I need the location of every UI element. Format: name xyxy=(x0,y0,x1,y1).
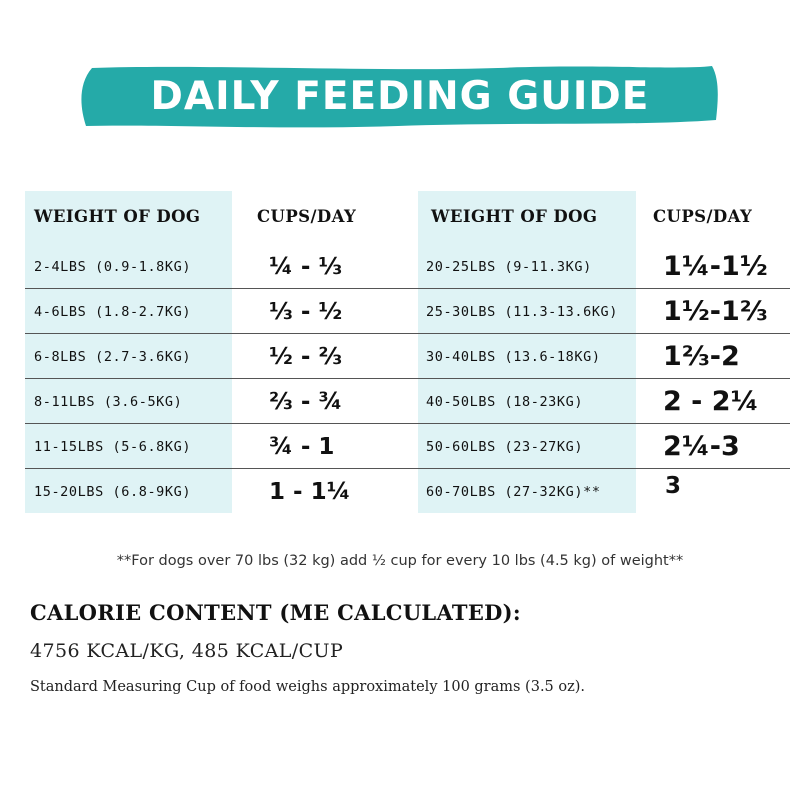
calorie-value: 4756 KCAL/KG, 485 KCAL/CUP xyxy=(30,640,344,662)
weight-cell: 4-6LBS (1.8-2.7KG) xyxy=(34,303,192,320)
weight-cell: 2-4LBS (0.9-1.8KG) xyxy=(34,258,192,275)
weight-cell: 15-20LBS (6.8-9KG) xyxy=(34,483,192,500)
table-row xyxy=(25,244,790,289)
cups-cell: 1½-1⅔ xyxy=(663,296,768,327)
cups-cell: ⅓ - ½ xyxy=(269,298,343,325)
weight-cell: 6-8LBS (2.7-3.6KG) xyxy=(34,348,192,365)
cups-cell: 1⅔-2 xyxy=(663,341,740,372)
column-header-cups-right: CUPS/DAY xyxy=(653,206,753,226)
column-header-cups-left: CUPS/DAY xyxy=(257,206,357,226)
column-header-weight-right: WEIGHT OF DOG xyxy=(431,206,598,226)
weight-cell: 8-11LBS (3.6-5KG) xyxy=(34,393,183,410)
column-header-weight-left: WEIGHT OF DOG xyxy=(34,206,201,226)
calorie-heading: CALORIE CONTENT (ME CALCULATED): xyxy=(30,600,521,625)
weight-cell: 11-15LBS (5-6.8KG) xyxy=(34,438,192,455)
cups-cell: 1 - 1¼ xyxy=(269,478,351,505)
weight-cell: 60-70LBS (27-32KG)** xyxy=(426,483,601,500)
cups-cell: ¾ - 1 xyxy=(269,433,335,460)
table-row xyxy=(25,289,790,334)
weight-cell: 20-25LBS (9-11.3KG) xyxy=(426,258,592,275)
cups-cell: 1¼-1½ xyxy=(663,251,768,282)
cups-cell: ⅔ - ¾ xyxy=(269,388,343,415)
cups-cell: ½ - ⅔ xyxy=(269,343,343,370)
measuring-cup-note: Standard Measuring Cup of food weighs approximately 100 grams (3.5 oz). xyxy=(30,679,586,695)
table-row xyxy=(25,469,790,514)
table-row xyxy=(25,334,790,379)
weight-cell: 40-50LBS (18-23KG) xyxy=(426,393,584,410)
cups-cell: 3 xyxy=(665,472,682,499)
weight-cell: 25-30LBS (11.3-13.6KG) xyxy=(426,303,619,320)
weight-cell: 30-40LBS (13.6-18KG) xyxy=(426,348,601,365)
title-banner xyxy=(78,62,722,130)
weight-cell: 50-60LBS (23-27KG) xyxy=(426,438,584,455)
table-row xyxy=(25,379,790,424)
feeding-table xyxy=(25,191,790,513)
footnote: **For dogs over 70 lbs (32 kg) add ½ cup for every 10 lbs (4.5 kg) of weight** xyxy=(116,553,684,569)
cups-cell: 2¼-3 xyxy=(663,431,740,462)
cups-cell: 2 - 2¼ xyxy=(663,386,759,417)
cups-cell: ¼ - ⅓ xyxy=(269,253,343,280)
page-title: DAILY FEEDING GUIDE xyxy=(150,73,650,119)
